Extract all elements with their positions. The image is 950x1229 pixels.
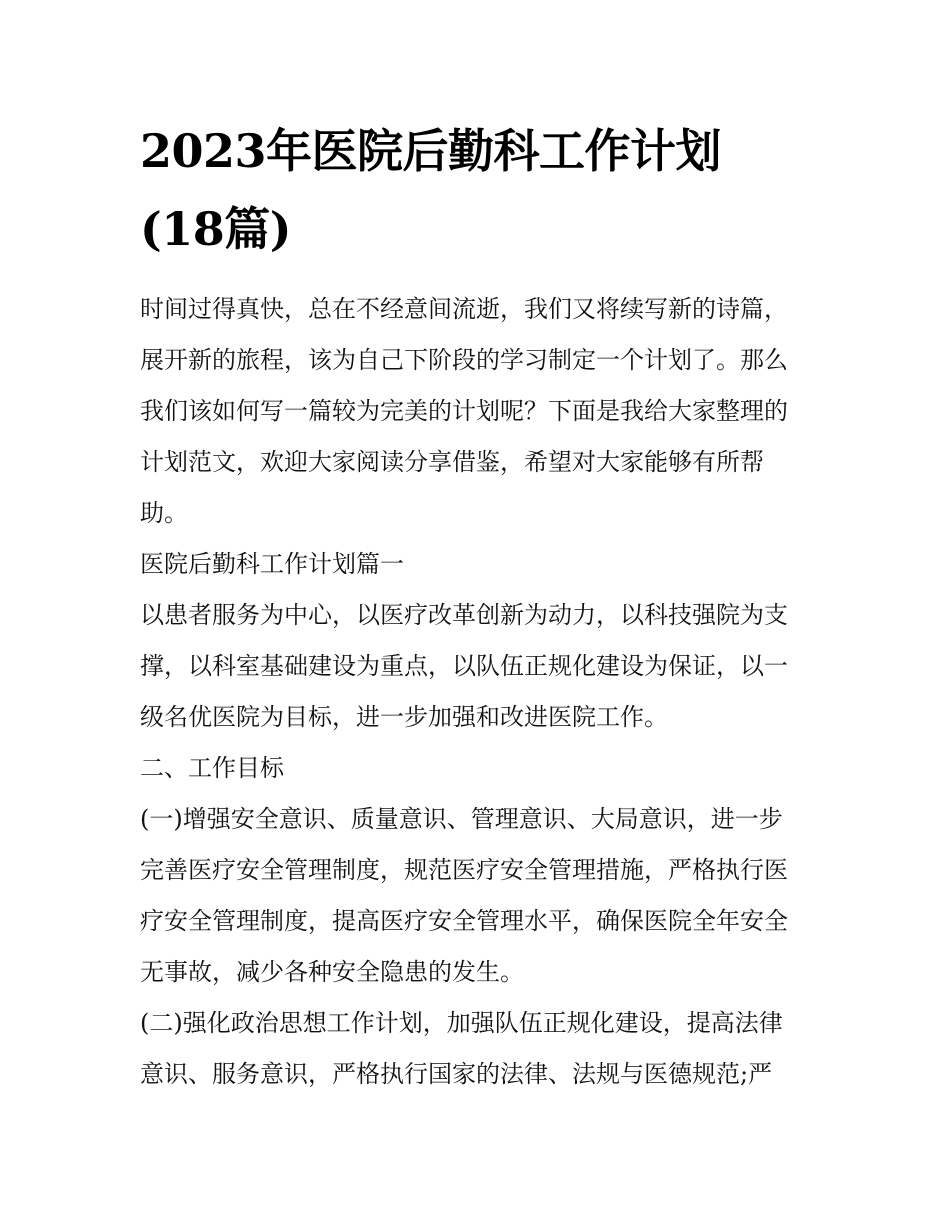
- paragraph-line: 以患者服务为中心，以医疗改革创新为动力，以科技强院为支: [140, 601, 788, 629]
- document-content: [140, 112, 820, 1100]
- intro-line: 展开新的旅程，该为自己下阶段的学习制定一个计划了。那么: [140, 346, 788, 374]
- paragraph-1: [140, 590, 820, 743]
- paragraph-3: [140, 998, 820, 1100]
- intro-paragraph: [140, 284, 820, 539]
- paragraph-line: 疗安全管理制度，提高医疗安全管理水平，确保医院全年安全: [140, 907, 788, 935]
- paragraph-line: 完善医疗安全管理制度，规范医疗安全管理措施，严格执行医: [140, 856, 788, 884]
- intro-line: 助。: [140, 499, 188, 527]
- intro-line: 计划范文，欢迎大家阅读分享借鉴，希望对大家能够有所帮: [140, 448, 764, 476]
- paragraph-line: 意识、服务意识，严格执行国家的法律、法规与医德规范;严: [140, 1060, 773, 1088]
- intro-line: 我们该如何写一篇较为完美的计划呢？下面是我给大家整理的: [140, 397, 788, 425]
- section-heading: 医院后勤科工作计划篇一: [140, 550, 404, 578]
- paragraph-line: (二)强化政治思想工作计划，加强队伍正规化建设，提高法律: [140, 1009, 783, 1037]
- paragraph-line: 撑，以科室基础建设为重点，以队伍正规化建设为保证，以一: [140, 652, 788, 680]
- subheading-goals: 二、工作目标: [140, 754, 284, 782]
- paragraph-line: 级名优医院为目标，进一步加强和改进医院工作。: [140, 703, 668, 731]
- paragraph-line: 无事故，减少各种安全隐患的发生。: [140, 958, 524, 986]
- document-title: [140, 112, 820, 268]
- title-line-2: (18篇): [140, 202, 292, 256]
- paragraph-2: [140, 794, 820, 998]
- intro-line: 时间过得真快，总在不经意间流逝，我们又将续写新的诗篇，: [140, 295, 788, 323]
- title-line-1: 2023年医院后勤科工作计划: [140, 124, 722, 178]
- paragraph-line: (一)增强安全意识、质量意识、管理意识、大局意识，进一步: [140, 805, 783, 833]
